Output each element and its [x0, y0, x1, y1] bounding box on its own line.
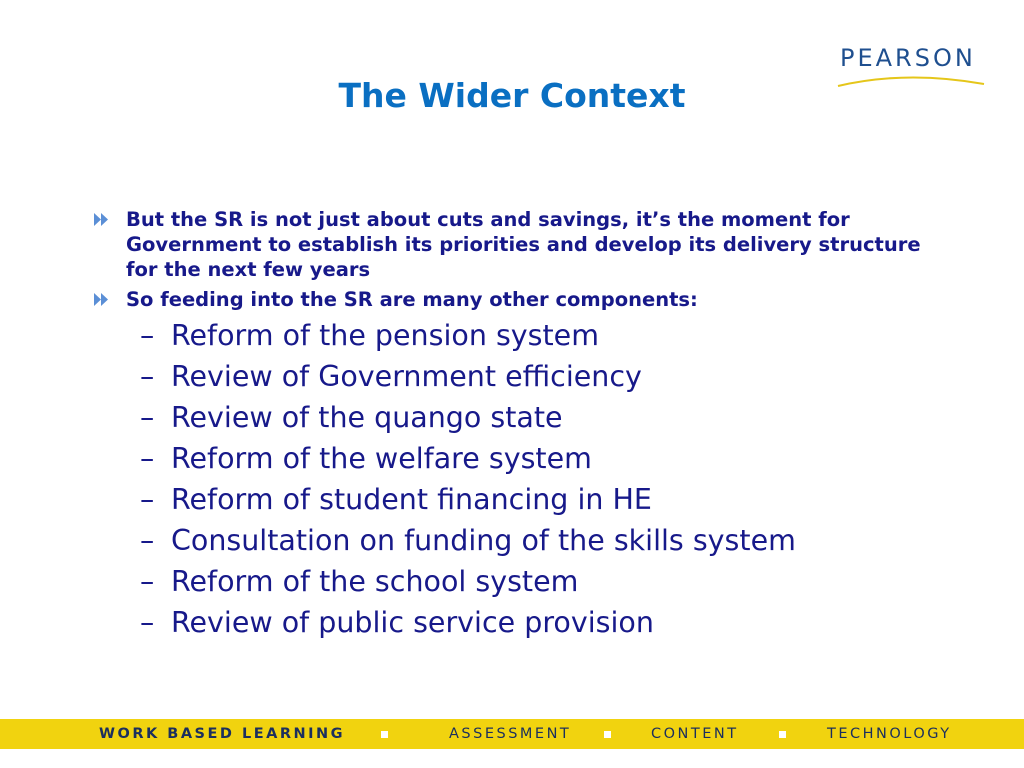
- bullet-text: So feeding into the SR are many other components:: [126, 288, 698, 311]
- sub-bullet-text: Review of public service provision: [171, 606, 654, 639]
- sub-bullet-text: Reform of the pension system: [171, 319, 599, 352]
- bullet-text: But the SR is not just about cuts and savings, it’s the moment for Government to establish its priorities and develop its delivery structure for the next few years: [126, 208, 921, 281]
- dash-marker: –: [140, 360, 155, 393]
- dash-marker: –: [140, 483, 155, 516]
- footer-assessment: ASSESSMENT: [449, 726, 572, 742]
- sub-bullet-list: [140, 315, 940, 643]
- bullet-item: [92, 287, 922, 312]
- dash-marker: –: [140, 565, 155, 598]
- square-icon: [381, 731, 388, 738]
- footer-content: CONTENT: [651, 726, 739, 742]
- sub-bullet-text: Reform of the welfare system: [171, 442, 592, 475]
- sub-bullet-text: Reform of student financing in HE: [171, 483, 652, 516]
- sub-bullet-item: [140, 315, 940, 356]
- bullet-list: [92, 207, 922, 317]
- sub-bullet-item: [140, 479, 940, 520]
- footer-technology: TECHNOLOGY: [827, 726, 952, 742]
- sub-bullet-item: [140, 356, 940, 397]
- double-chevron-right-icon: [94, 293, 108, 306]
- sub-bullet-item: [140, 602, 940, 643]
- sub-bullet-text: Reform of the school system: [171, 565, 579, 598]
- square-icon: [604, 731, 611, 738]
- footer-bar: [0, 719, 1024, 749]
- sub-bullet-text: Review of the quango state: [171, 401, 563, 434]
- sub-bullet-item: [140, 397, 940, 438]
- dash-marker: –: [140, 401, 155, 434]
- slide-title: The Wider Context: [338, 76, 686, 115]
- square-icon: [779, 731, 786, 738]
- sub-bullet-text: Review of Government efficiency: [171, 360, 642, 393]
- double-chevron-right-icon: [94, 213, 108, 226]
- sub-bullet-text: Consultation on funding of the skills system: [171, 524, 796, 557]
- sub-bullet-item: [140, 520, 940, 561]
- sub-bullet-item: [140, 438, 940, 479]
- footer-work-based-learning: WORK BASED LEARNING: [99, 726, 346, 742]
- logo-wordmark: PEARSON: [840, 44, 976, 72]
- dash-marker: –: [140, 319, 155, 352]
- sub-bullet-item: [140, 561, 940, 602]
- dash-marker: –: [140, 524, 155, 557]
- bullet-item: [92, 207, 922, 282]
- dash-marker: –: [140, 442, 155, 475]
- dash-marker: –: [140, 606, 155, 639]
